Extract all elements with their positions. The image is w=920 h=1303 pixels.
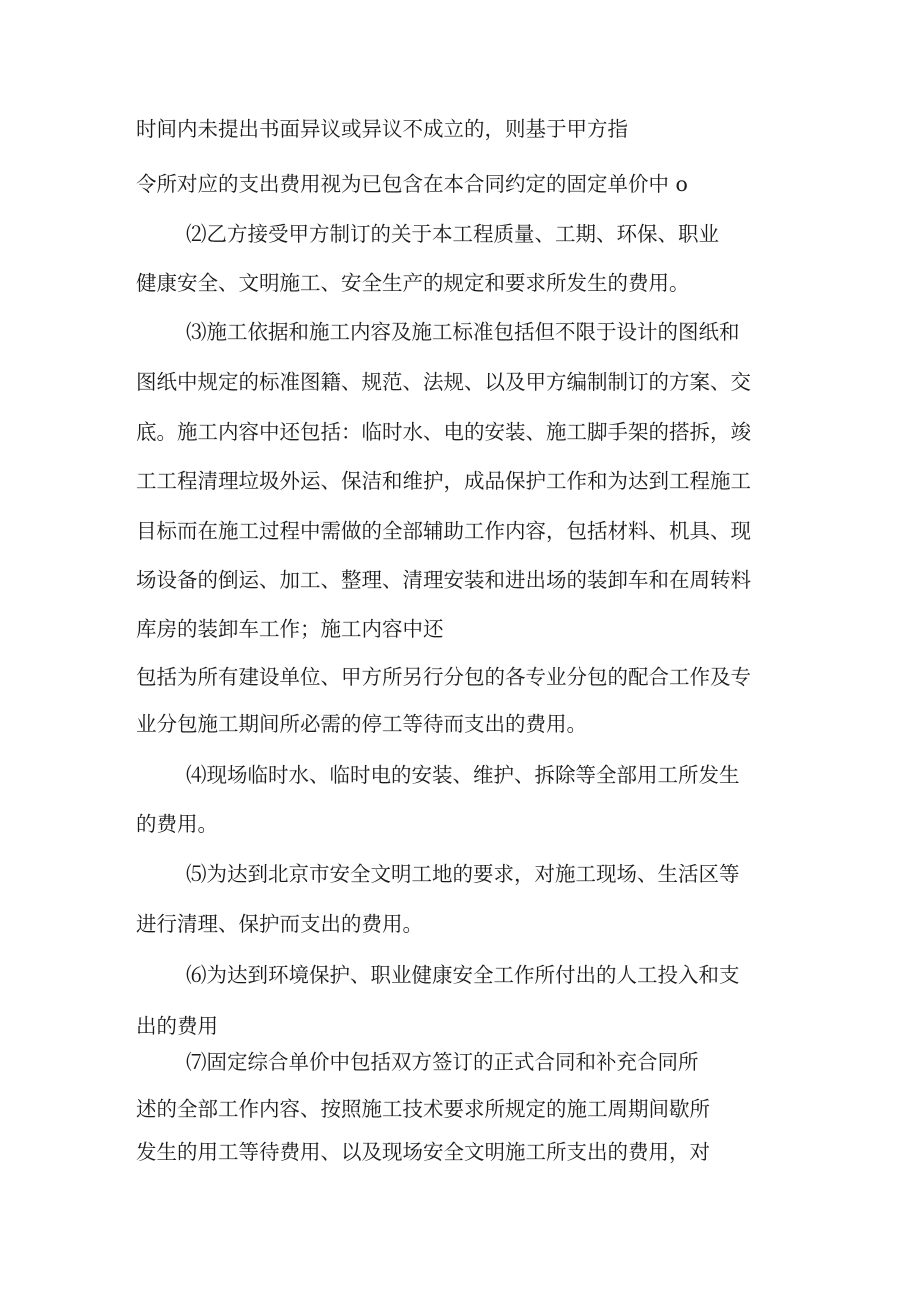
text-line: ⑵乙方接受甲方制订的关于本工程质量、工期、环保、职业 [186, 222, 719, 246]
text-line: 的费用。 [136, 812, 218, 836]
text-line: 健康安全、文明施工、安全生产的规定和要求所发生的费用。 [136, 271, 690, 295]
text-line: 目标而在施工过程中需做的全部辅助工作内容，包括材料、机具、现 [136, 519, 751, 543]
text-line: 述的全部工作内容、按照施工技术要求所规定的施工周期间歇所 [136, 1097, 710, 1121]
text-line: 包括为所有建设单位、甲方所另行分包的各专业分包的配合工作及专 [136, 665, 751, 689]
text-line: 出的费用 [136, 1014, 218, 1038]
text-line: 发生的用工等待费用、以及现场安全文明施工所支出的费用，对 [136, 1140, 710, 1164]
text-line: 业分包施工期间所必需的停工等待而支出的费用。 [136, 712, 587, 736]
text-line: ⑺固定综合单价中包括双方签订的正式合同和补充合同所 [186, 1050, 699, 1074]
text-line: 工工程清理垃圾外运、保洁和维护，成品保护工作和为达到工程施工 [136, 469, 751, 493]
text-line: 时间内未提出书面异议或异议不成立的，则基于甲方指 [136, 117, 628, 141]
text-line: ⑶施工依据和施工内容及施工标准包括但不限于设计的图纸和 [186, 320, 740, 344]
text-line: 库房的装卸车工作；施工内容中还 [136, 617, 444, 641]
text-line: 底。施工内容中还包括：临时水、电的安装、施工脚手架的搭拆，竣 [136, 420, 751, 444]
text-line: ⑸为达到北京市安全文明工地的要求，对施工现场、生活区等 [186, 862, 740, 886]
text-line: ⑷现场临时水、临时电的安装、维护、拆除等全部用工所发生 [186, 763, 740, 787]
text-line: 进行清理、保护而支出的费用。 [136, 912, 423, 936]
text-line: 令所对应的支出费用视为已包含在本合同约定的固定单价中 o [136, 172, 688, 196]
text-line: 图纸中规定的标准图籍、规范、法规、以及甲方编制制订的方案、交 [136, 370, 751, 394]
text-line: ⑹为达到环境保护、职业健康安全工作所付出的人工投入和支 [186, 963, 740, 987]
text-line: 场设备的倒运、加工、整理、清理安装和进出场的装卸车和在周转料 [136, 568, 751, 592]
